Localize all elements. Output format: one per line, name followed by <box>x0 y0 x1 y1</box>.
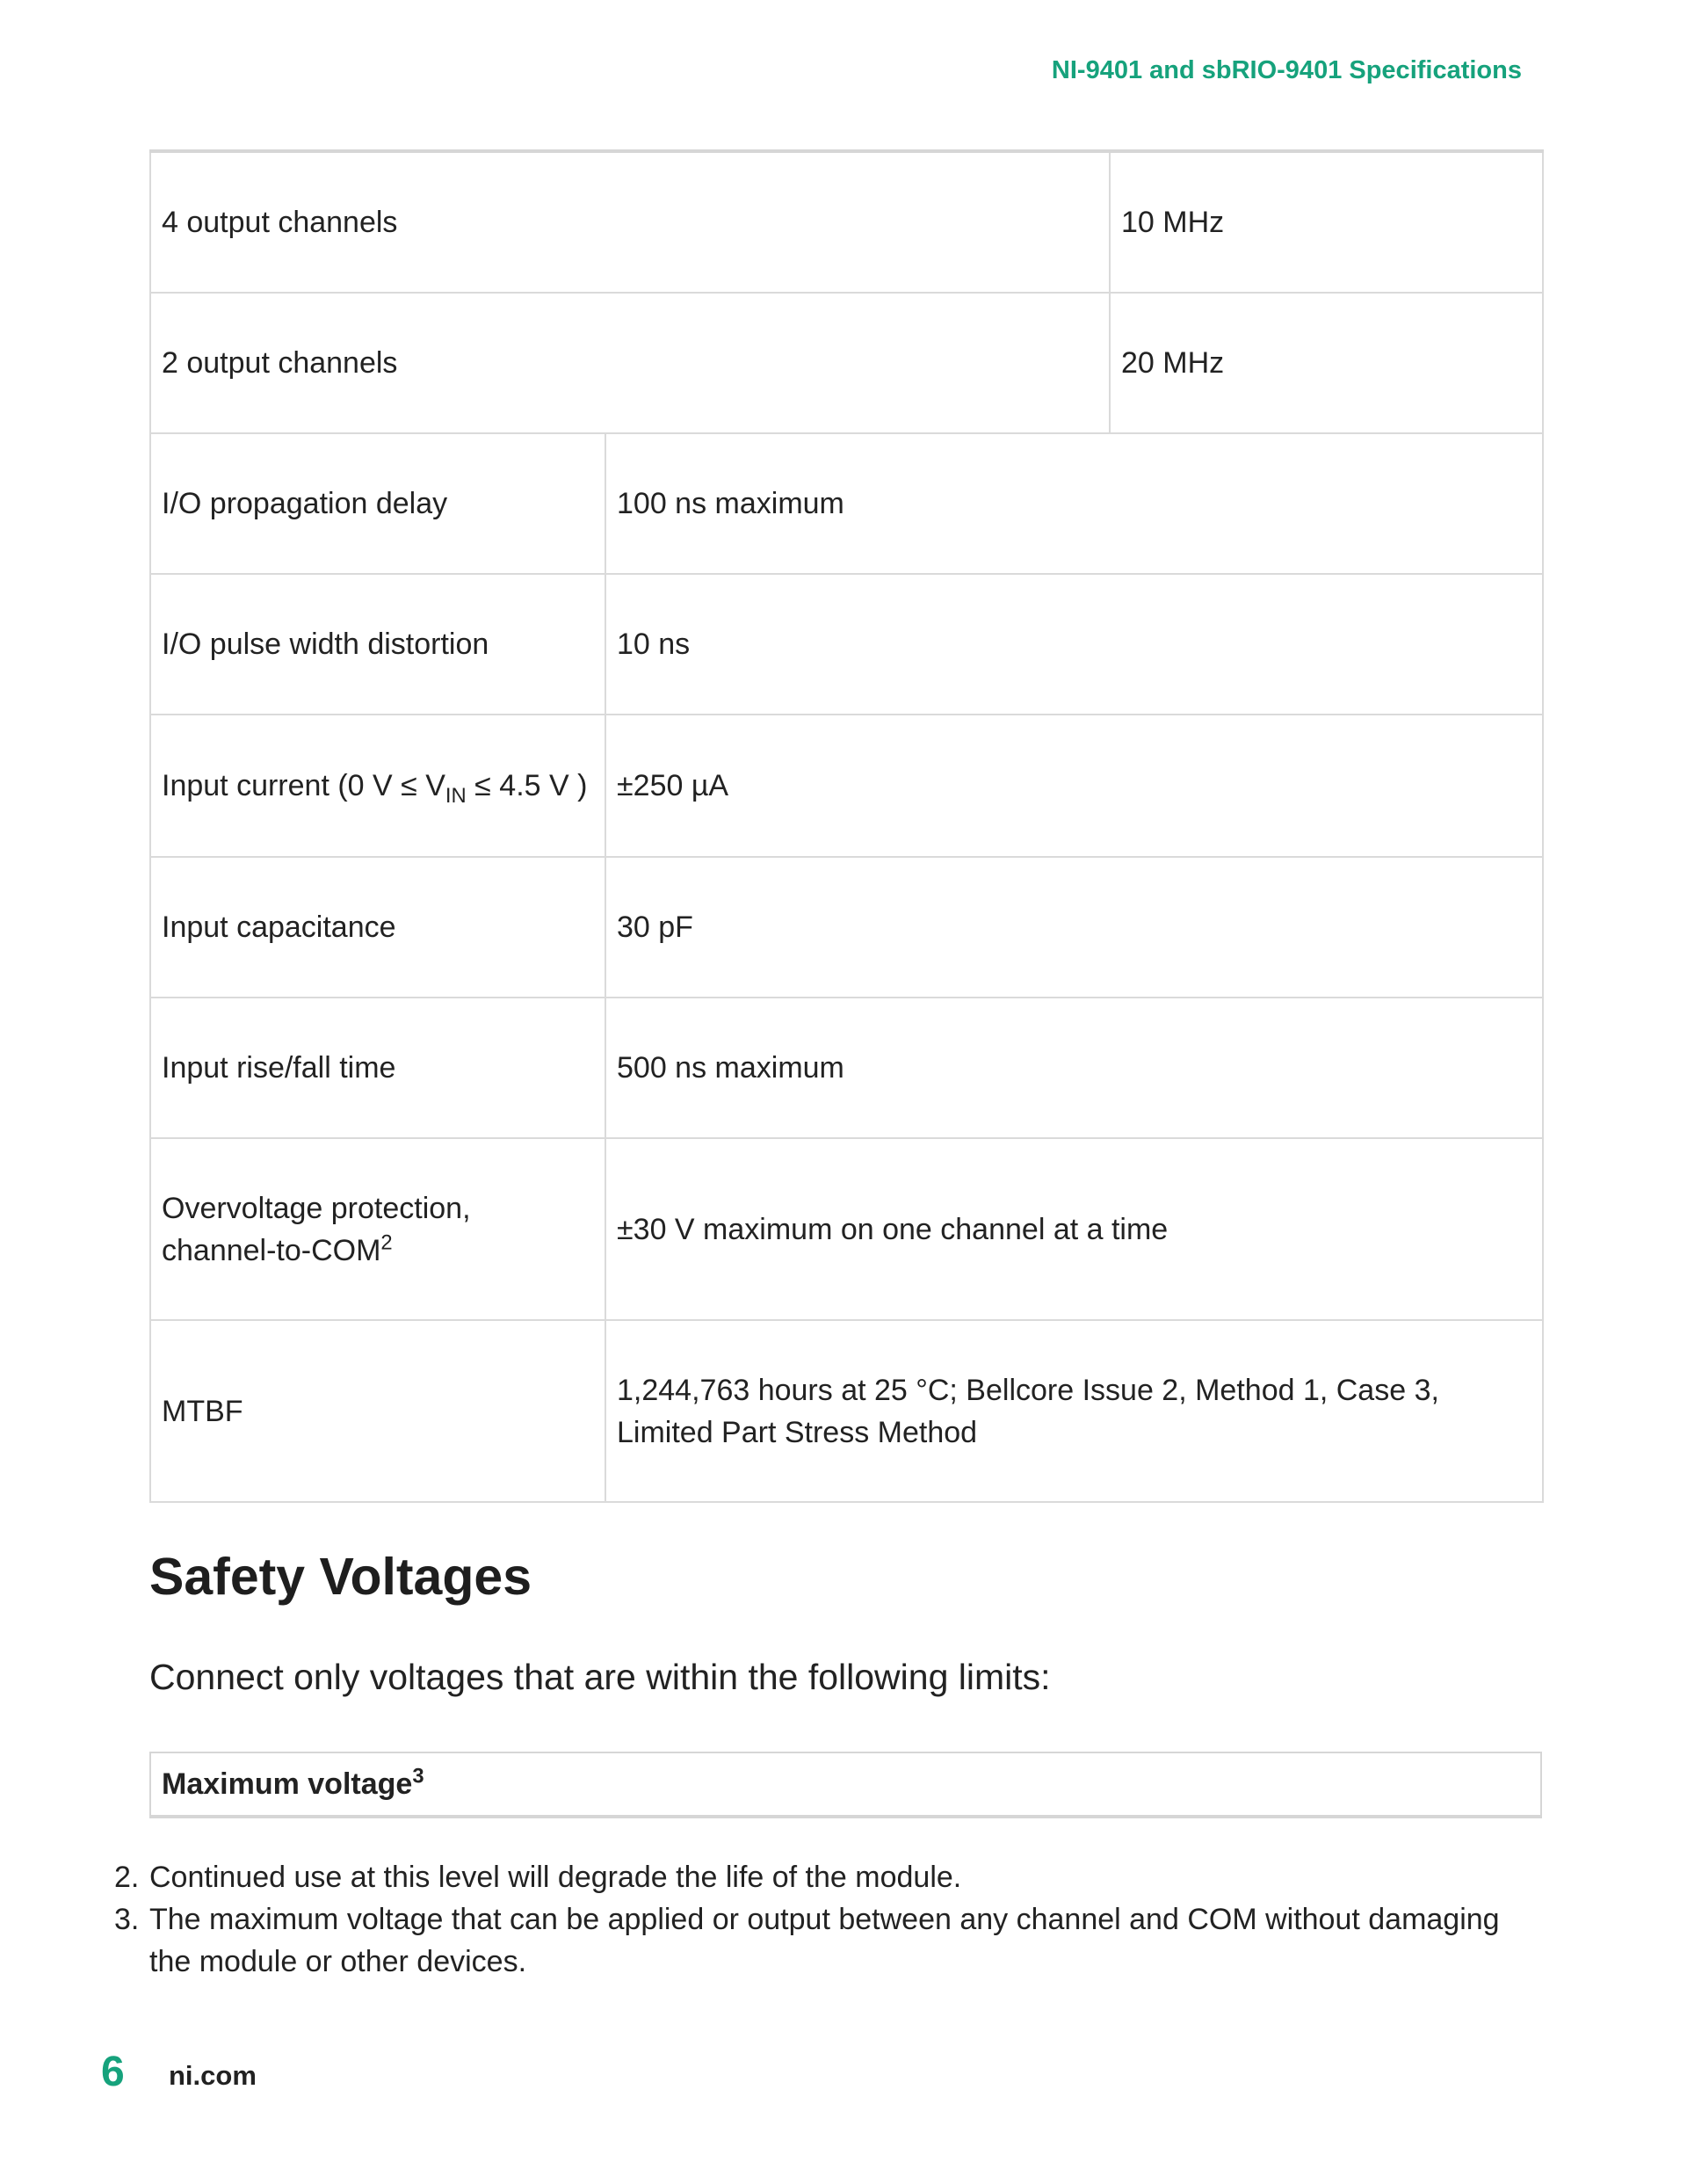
footnote-ref: 3 <box>412 1764 424 1789</box>
max-voltage-header <box>150 1752 1541 1817</box>
spec-value: ±250 µA <box>605 715 1543 857</box>
table-row <box>150 998 1543 1138</box>
spec-value: 20 MHz <box>1110 293 1543 433</box>
footer-site-link[interactable]: ni.com <box>169 2060 257 2091</box>
table-row <box>150 433 1543 574</box>
footnote-item <box>114 1856 1520 1898</box>
spec-label: 2 output channels <box>150 293 1110 433</box>
spec-label: Input capacitance <box>150 857 605 998</box>
spec-value: 500 ns maximum <box>605 998 1543 1138</box>
spec-value-text: Limited Part Stress Method <box>617 1415 978 1449</box>
footnote-list <box>114 1856 1520 1983</box>
subscript-text: IN <box>445 783 467 808</box>
footnote-text: Continued use at this level will degrade the life of the module. <box>149 1861 962 1894</box>
spec-label: 4 output channels <box>150 151 1110 293</box>
spec-label <box>150 715 605 857</box>
spec-label <box>150 1138 605 1320</box>
spec-value: ±30 V maximum on one channel at a time <box>605 1138 1543 1320</box>
spec-value: 100 ns maximum <box>605 433 1543 574</box>
footnote-text: The maximum voltage that can be applied or output between any channel and COM without damaging the module or other devices. <box>149 1903 1500 1978</box>
table-row <box>150 715 1543 857</box>
document-header-title: NI-9401 and sbRIO-9401 Specifications <box>1051 56 1522 84</box>
spec-label: I/O propagation delay <box>150 433 605 574</box>
page-number: 6 <box>101 2049 125 2095</box>
spec-label-text: Overvoltage protection, <box>162 1191 471 1225</box>
spec-value: 10 MHz <box>1110 151 1543 293</box>
spec-label-text: ≤ 4.5 V ) <box>466 769 588 802</box>
spec-label: I/O pulse width distortion <box>150 574 605 715</box>
spec-table <box>149 149 1544 1503</box>
spec-value: 30 pF <box>605 857 1543 998</box>
max-voltage-table <box>149 1752 1542 1818</box>
footnote-ref: 2 <box>380 1230 393 1255</box>
spec-value <box>605 1320 1543 1502</box>
section-title: Safety Voltages <box>149 1548 532 1606</box>
spec-label-text: Input current (0 V ≤ V <box>162 769 445 802</box>
footnote-number: 3. <box>114 1903 140 1936</box>
table-row <box>150 857 1543 998</box>
spec-value-text: 1,244,763 hours at 25 °C; Bellcore Issue 2, Method 1, Case 3, <box>617 1373 1439 1407</box>
footnote-item <box>114 1898 1520 1983</box>
spec-value: 10 ns <box>605 574 1543 715</box>
table-row <box>150 151 1543 293</box>
table-row <box>150 293 1543 433</box>
table-row <box>150 1320 1543 1502</box>
spec-label: MTBF <box>150 1320 605 1502</box>
table-row <box>150 1752 1541 1817</box>
max-voltage-label: Maximum voltage <box>162 1767 413 1801</box>
spec-label-text: channel-to-COM <box>162 1233 381 1267</box>
table-row <box>150 1138 1543 1320</box>
section-intro: Connect only voltages that are within the following limits: <box>149 1657 1051 1697</box>
spec-label: Input rise/fall time <box>150 998 605 1138</box>
table-row <box>150 574 1543 715</box>
footnote-number: 2. <box>114 1861 140 1894</box>
